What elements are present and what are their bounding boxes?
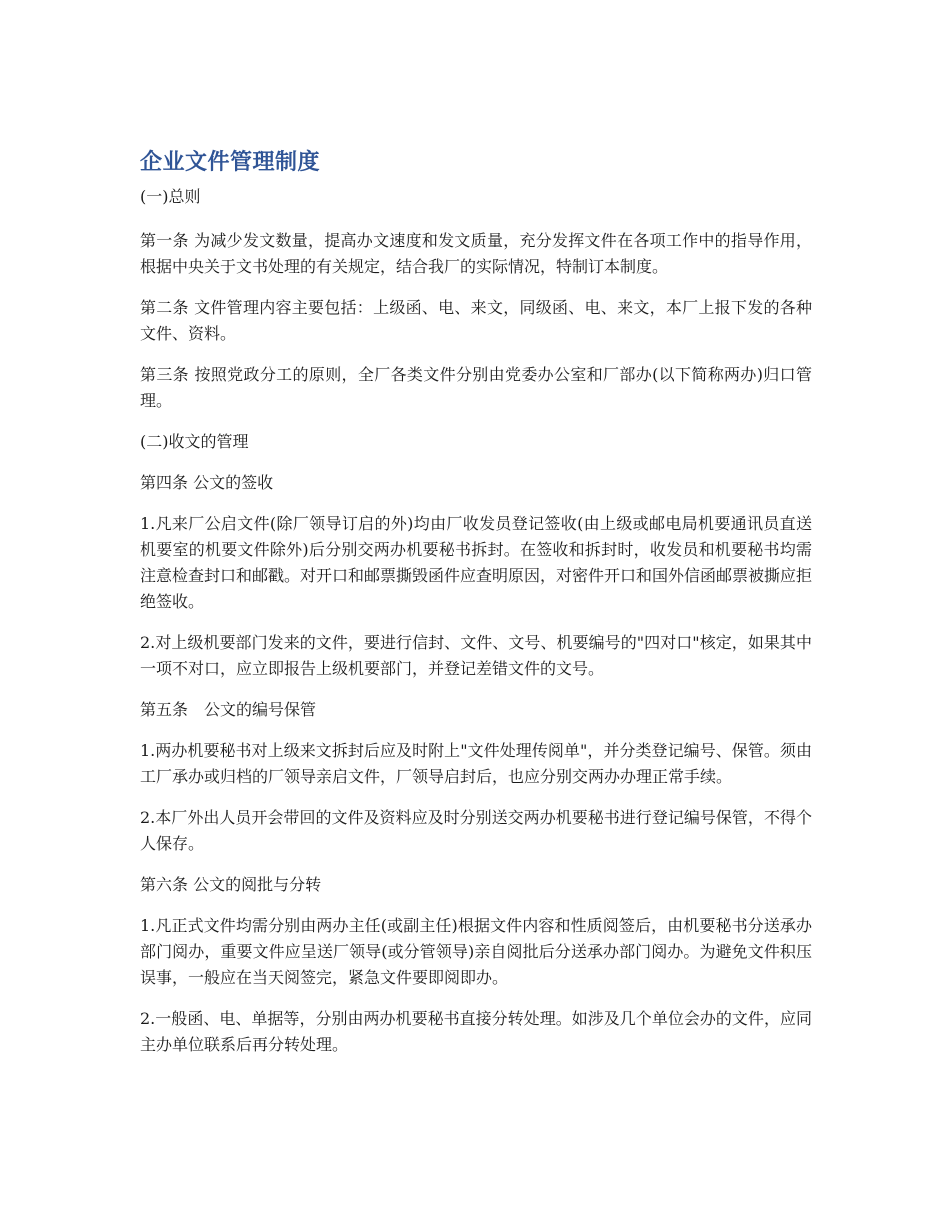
article-4-heading: 第四条 公文的签收 bbox=[140, 473, 274, 492]
document-page bbox=[140, 146, 812, 1073]
section-heading-general: (一)总则 bbox=[140, 187, 201, 206]
article-2: 第二条 文件管理内容主要包括：上级函、电、来文，同级函、电、来文，本厂上报下发的各种文件、资料。 bbox=[140, 298, 812, 343]
article-5-item-1: 1.两办机要秘书对上级来文拆封后应及时附上"文件处理传阅单"，并分类登记编号、保管。须由工厂承办或归档的厂领导亲启文件，厂领导启封后，也应分别交两办办理正常手续。 bbox=[140, 741, 812, 786]
section-heading-receiving: (二)收文的管理 bbox=[140, 432, 249, 451]
article-5-heading: 第五条 公文的编号保管 bbox=[140, 700, 317, 719]
article-4-item-2: 2.对上级机要部门发来的文件，要进行信封、文件、文号、机要编号的"四对口"核定，如果其中一项不对口，应立即报告上级机要部门，并登记差错文件的文号。 bbox=[140, 633, 812, 678]
article-5-item-2: 2.本厂外出人员开会带回的文件及资料应及时分别送交两办机要秘书进行登记编号保管，不得个人保存。 bbox=[140, 808, 812, 853]
article-1: 第一条 为减少发文数量，提高办文速度和发文质量，充分发挥文件在各项工作中的指导作用，根据中央关于文书处理的有关规定，结合我厂的实际情况，特制订本制度。 bbox=[140, 231, 812, 276]
article-4-item-1: 1.凡来厂公启文件(除厂领导订启的外)均由厂收发员登记签收(由上级或邮电局机要通讯员直送机要室的机要文件除外)后分别交两办机要秘书拆封。在签收和拆封时，收发员和机要秘书均需注意检查封口和邮戳。对开口和邮票撕毁函件应查明原因，对密件开口和国外信函邮票被撕应拒绝签收。 bbox=[140, 514, 813, 611]
article-6-item-1: 1.凡正式文件均需分别由两办主任(或副主任)根据文件内容和性质阅签后，由机要秘书分送承办部门阅办，重要文件应呈送厂领导(或分管领导)亲自阅批后分送承办部门阅办。为避免文件积压误事，一般应在当天阅签完，紧急文件要即阅即办。 bbox=[140, 916, 812, 987]
article-6-item-2: 2.一般函、电、单据等，分别由两办机要秘书直接分转处理。如涉及几个单位会办的文件，应同主办单位联系后再分转处理。 bbox=[140, 1009, 812, 1054]
article-6-heading: 第六条 公文的阅批与分转 bbox=[140, 875, 322, 894]
article-3: 第三条 按照党政分工的原则，全厂各类文件分别由党委办公室和厂部办(以下简称两办)归口管理。 bbox=[140, 365, 812, 410]
document-title: 企业文件管理制度 bbox=[140, 150, 321, 175]
